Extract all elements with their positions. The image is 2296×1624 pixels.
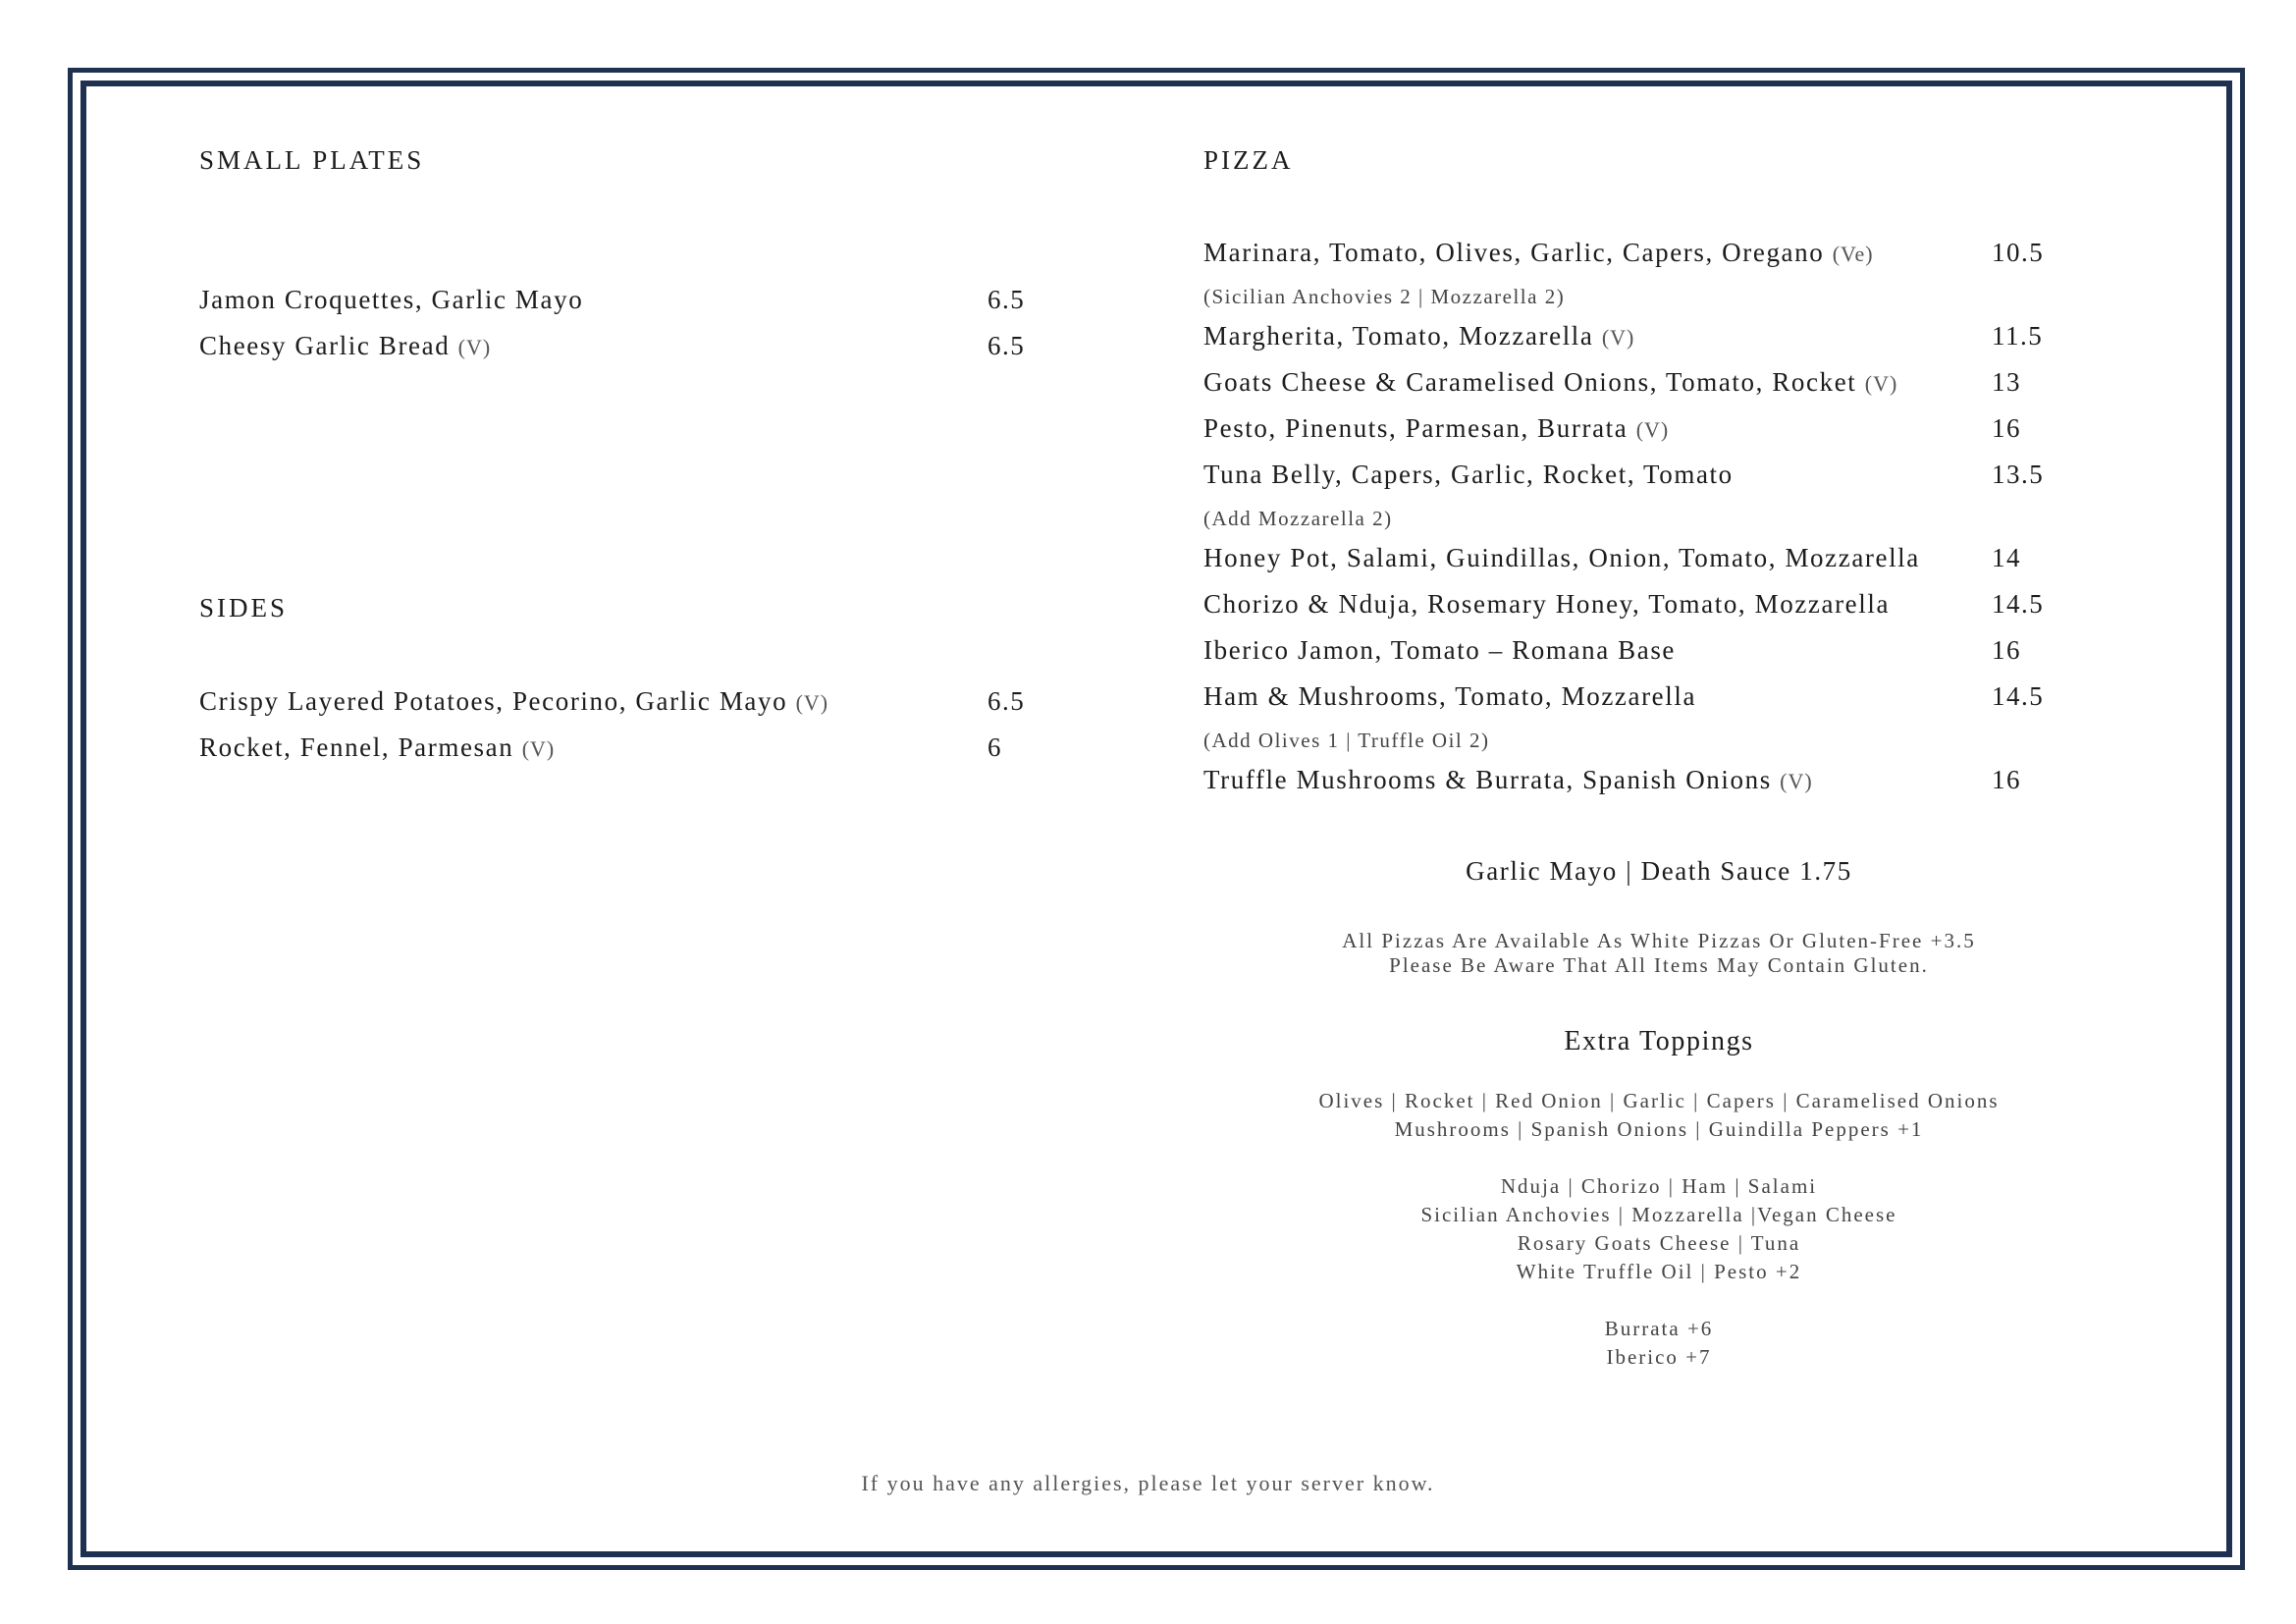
item-price: 13.5	[1992, 460, 2045, 489]
menu-item-side	[199, 732, 555, 763]
menu-item-small-plate	[199, 331, 491, 361]
topping-line: White Truffle Oil | Pesto +2	[1516, 1260, 1802, 1283]
item-name: Truffle Mushrooms & Burrata, Spanish Onions	[1203, 765, 1772, 794]
item-name: Pesto, Pinenuts, Parmesan, Burrata	[1203, 413, 1629, 443]
menu-item-pizza	[1203, 635, 1676, 666]
item-name: Cheesy Garlic Bread	[199, 331, 451, 360]
sauce-line: Garlic Mayo | Death Sauce 1.75	[1466, 856, 1852, 886]
item-note: (Add Mozzarella 2)	[1203, 507, 1393, 530]
pizza-heading: PIZZA	[1203, 145, 1294, 175]
item-price: 11.5	[1992, 321, 2044, 351]
dietary-tag: (V)	[795, 690, 829, 715]
item-name: Honey Pot, Salami, Guindillas, Onion, Tomato, Mozzarella	[1203, 543, 1920, 572]
item-price: 6.5	[988, 331, 1026, 360]
menu-item-pizza	[1203, 543, 1920, 573]
info-line: All Pizzas Are Available As White Pizzas Or Gluten-Free +3.5	[1342, 929, 1976, 952]
allergy-footer: If you have any allergies, please let your server know.	[861, 1471, 1435, 1495]
menu-item-pizza	[1203, 413, 1669, 444]
item-name: Iberico Jamon, Tomato – Romana Base	[1203, 635, 1677, 665]
item-price: 6	[988, 732, 1002, 762]
item-price: 14	[1992, 543, 2021, 572]
item-name: Crispy Layered Potatoes, Pecorino, Garlic Mayo	[199, 686, 788, 716]
menu-item-pizza	[1203, 765, 1813, 795]
item-price: 16	[1992, 635, 2021, 665]
item-note: (Add Olives 1 | Truffle Oil 2)	[1203, 729, 1490, 752]
menu-item-small-plate	[199, 285, 583, 315]
topping-line: Mushrooms | Spanish Onions | Guindilla Peppers +1	[1394, 1117, 1924, 1141]
dietary-tag: (Ve)	[1832, 242, 1874, 266]
dietary-tag: (V)	[1864, 371, 1898, 396]
topping-line: Burrata +6	[1604, 1317, 1714, 1340]
dietary-tag: (V)	[521, 736, 556, 761]
menu-item-pizza	[1203, 321, 1634, 352]
topping-line: Rosary Goats Cheese | Tuna	[1517, 1231, 1801, 1255]
item-price: 6.5	[988, 686, 1026, 716]
item-price: 13	[1992, 367, 2021, 397]
item-name: Goats Cheese & Caramelised Onions, Tomato, Rocket	[1203, 367, 1857, 397]
dietary-tag: (V)	[1635, 417, 1670, 442]
topping-line: Olives | Rocket | Red Onion | Garlic | Capers | Caramelised Onions	[1318, 1089, 2000, 1112]
topping-line: Nduja | Chorizo | Ham | Salami	[1500, 1174, 1818, 1198]
dietary-tag: (V)	[1601, 325, 1635, 350]
item-name: Jamon Croquettes, Garlic Mayo	[199, 285, 584, 314]
item-name: Marinara, Tomato, Olives, Garlic, Capers, Oregano	[1203, 238, 1825, 267]
item-note: (Sicilian Anchovies 2 | Mozzarella 2)	[1203, 285, 1566, 308]
pizza-info	[1207, 929, 2110, 978]
item-price: 10.5	[1992, 238, 2045, 267]
extra-toppings-heading: Extra Toppings	[1564, 1026, 1754, 1056]
item-price: 16	[1992, 413, 2021, 443]
menu-item-pizza	[1203, 238, 1874, 268]
menu-item-pizza	[1203, 681, 1696, 712]
toppings-group-1	[1207, 1087, 2110, 1144]
item-name: Tuna Belly, Capers, Garlic, Rocket, Tomato	[1203, 460, 1734, 489]
item-name: Margherita, Tomato, Mozzarella	[1203, 321, 1594, 351]
topping-line: Iberico +7	[1606, 1345, 1712, 1369]
info-line: Please Be Aware That All Items May Contain Gluten.	[1389, 953, 1929, 977]
item-price: 14.5	[1992, 681, 2045, 711]
toppings-group-2	[1207, 1172, 2110, 1286]
item-name: Rocket, Fennel, Parmesan	[199, 732, 514, 762]
sides-heading: SIDES	[199, 593, 289, 623]
topping-line: Sicilian Anchovies | Mozzarella |Vegan Cheese	[1420, 1203, 1897, 1226]
small-plates-heading: SMALL PLATES	[199, 145, 425, 175]
menu-item-pizza	[1203, 367, 1897, 398]
menu-item-side	[199, 686, 828, 717]
menu-item-pizza	[1203, 589, 1890, 620]
item-name: Chorizo & Nduja, Rosemary Honey, Tomato, Mozzarella	[1203, 589, 1891, 619]
dietary-tag: (V)	[1780, 769, 1813, 793]
toppings-group-3	[1207, 1315, 2110, 1372]
item-price: 14.5	[1992, 589, 2045, 619]
item-price: 6.5	[988, 285, 1026, 314]
item-name: Ham & Mushrooms, Tomato, Mozzarella	[1203, 681, 1697, 711]
menu-item-pizza	[1203, 460, 1734, 490]
dietary-tag: (V)	[457, 335, 492, 359]
item-price: 16	[1992, 765, 2021, 794]
